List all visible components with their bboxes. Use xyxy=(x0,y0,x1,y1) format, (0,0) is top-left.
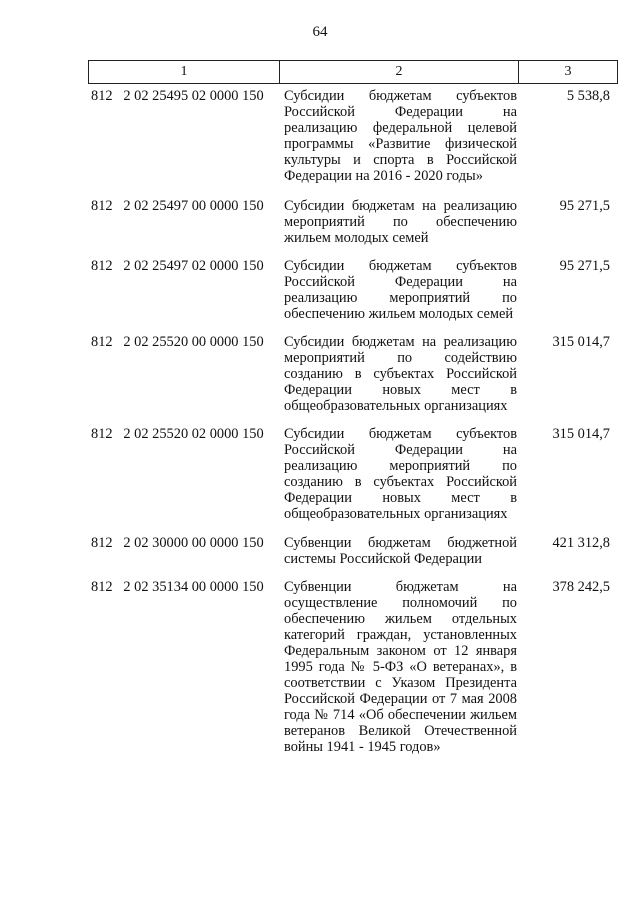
row-description: Субсидии бюджетам субъектов Российской Федерации на реализацию мероприятий по созданию в субъектах Российской Федерации новых мест в общеобразовательных организациях xyxy=(284,426,517,522)
budget-code: 812 2 02 25520 02 0000 150 xyxy=(91,426,264,442)
page-number: 64 xyxy=(312,24,328,40)
row-description: Субсидии бюджетам на реализацию мероприятий по обеспечению жильем молодых семей xyxy=(284,198,517,246)
row-amount: 315 014,7 xyxy=(552,426,610,442)
table-row xyxy=(88,579,618,755)
table-row xyxy=(88,198,618,246)
table-row xyxy=(88,258,618,322)
row-amount: 315 014,7 xyxy=(552,334,610,350)
row-amount: 421 312,8 xyxy=(552,535,610,551)
row-description: Субвенции бюджетам на осуществление полномочий по обеспечению жильем отдельных категорий граждан, установленных Федеральным законом от 12 января 1995 года № 5-ФЗ «О ветеранах», в соответствии с Указом Президента Российской Федерации от 7 мая 2008 года № 714 «Об обеспечении жильем ветеранов Великой Отечественной войны 1941 - 1945 годов» xyxy=(284,579,517,755)
row-amount: 378 242,5 xyxy=(552,579,610,595)
budget-code: 812 2 02 25495 02 0000 150 xyxy=(91,88,264,104)
row-description: Субсидии бюджетам на реализацию мероприятий по содействию созданию в субъектах Российской Федерации новых мест в общеобразовательных организациях xyxy=(284,334,517,414)
row-amount: 95 271,5 xyxy=(559,198,610,214)
table-body xyxy=(88,88,618,755)
budget-code: 812 2 02 30000 00 0000 150 xyxy=(91,535,264,551)
header-cell-3: 3 xyxy=(518,60,618,84)
budget-code: 812 2 02 35134 00 0000 150 xyxy=(91,579,264,595)
row-amount: 95 271,5 xyxy=(559,258,610,274)
row-description: Субсидии бюджетам субъектов Российской Федерации на реализацию федеральной целевой программы «Развитие физической культуры и спорта в Российской Федерации на 2016 - 2020 годы» xyxy=(284,88,517,184)
table-row xyxy=(88,334,618,414)
row-description: Субвенции бюджетам бюджетной системы Российской Федерации xyxy=(284,535,517,567)
budget-code: 812 2 02 25497 02 0000 150 xyxy=(91,258,264,274)
header-cell-1: 1 xyxy=(88,60,280,84)
table-row xyxy=(88,535,618,567)
row-amount: 5 538,8 xyxy=(566,88,610,104)
table-row xyxy=(88,88,618,184)
table-row xyxy=(88,426,618,522)
header-cell-2: 2 xyxy=(279,60,519,84)
budget-code: 812 2 02 25497 00 0000 150 xyxy=(91,198,264,214)
budget-code: 812 2 02 25520 00 0000 150 xyxy=(91,334,264,350)
table-header xyxy=(88,60,618,84)
row-description: Субсидии бюджетам субъектов Российской Федерации на реализацию мероприятий по обеспечению жильем молодых семей xyxy=(284,258,517,322)
